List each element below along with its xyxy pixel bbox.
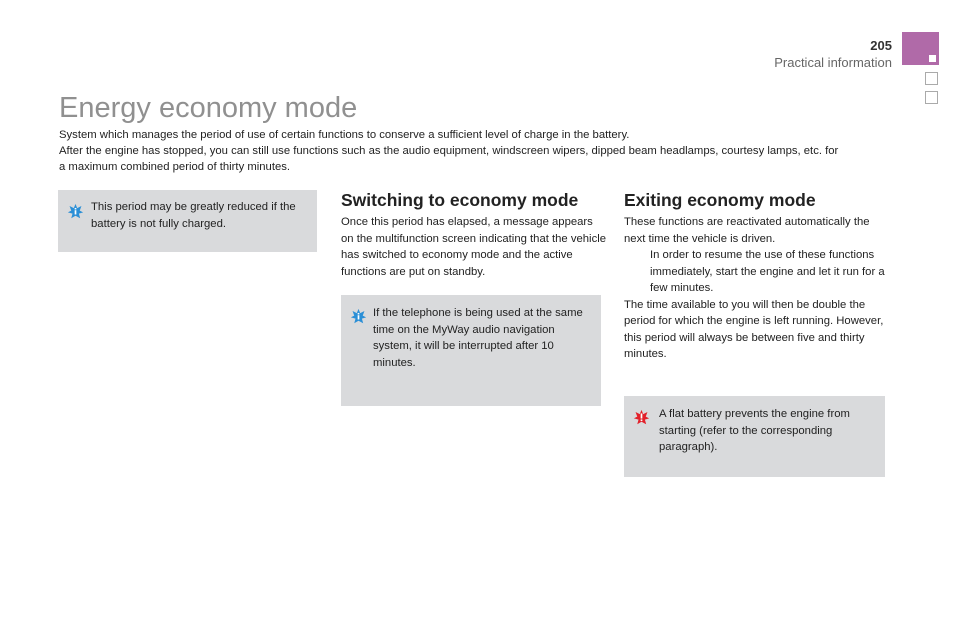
chapter-tab-box xyxy=(925,72,938,85)
exiting-heading: Exiting economy mode xyxy=(624,190,816,210)
exiting-bullet-text: In order to resume the use of these functions immediately, start the engine and let it run for a few minutes. xyxy=(650,249,885,294)
chapter-tab-box xyxy=(925,91,938,104)
note-battery xyxy=(58,190,317,252)
note-flat-battery xyxy=(624,396,885,477)
intro-line-1: System which manages the period of use of certain functions to conserve a sufficient level of charge in the battery. xyxy=(59,129,630,141)
chapter-tab xyxy=(902,32,939,65)
note-flat-battery-text: A flat battery prevents the engine from starting (refer to the corresponding paragraph). xyxy=(659,408,850,453)
intro-text xyxy=(59,127,839,175)
tab-marker xyxy=(929,55,936,62)
info-icon xyxy=(67,203,84,220)
info-icon xyxy=(350,308,367,325)
section-name: Practical information xyxy=(774,55,892,70)
note-battery-text: This period may be greatly reduced if the battery is not fully charged. xyxy=(91,201,296,230)
exiting-paragraph-2: The time available to you will then be double the period for which the engine is left running. However, this period will always be between five and thirty minutes. xyxy=(624,298,884,360)
note-telephone-text: If the telephone is being used at the same time on the MyWay audio navigation system, it will be interrupted after 10 minutes. xyxy=(373,307,583,369)
warning-icon xyxy=(633,409,650,426)
intro-line-2: After the engine has stopped, you can still use functions such as the audio equipment, windscreen wipers, dipped beam headlamps, courtesy lamps, etc. for a maximum combined period of thirty minutes. xyxy=(59,145,839,173)
exiting-bullet xyxy=(624,247,886,297)
exiting-paragraph-1: These functions are reactivated automatically the next time the vehicle is driven. xyxy=(624,216,870,245)
switching-text: Once this period has elapsed, a message appears on the multifunction screen indicating that the vehicle has switched to economy mode and the active functions are put on standby. xyxy=(341,216,607,278)
page-number: 205 xyxy=(870,38,892,53)
switching-heading: Switching to economy mode xyxy=(341,190,579,210)
exiting-text xyxy=(624,214,886,363)
page-title: Energy economy mode xyxy=(59,92,358,124)
bullet-marker xyxy=(624,247,650,297)
note-telephone xyxy=(341,295,601,406)
